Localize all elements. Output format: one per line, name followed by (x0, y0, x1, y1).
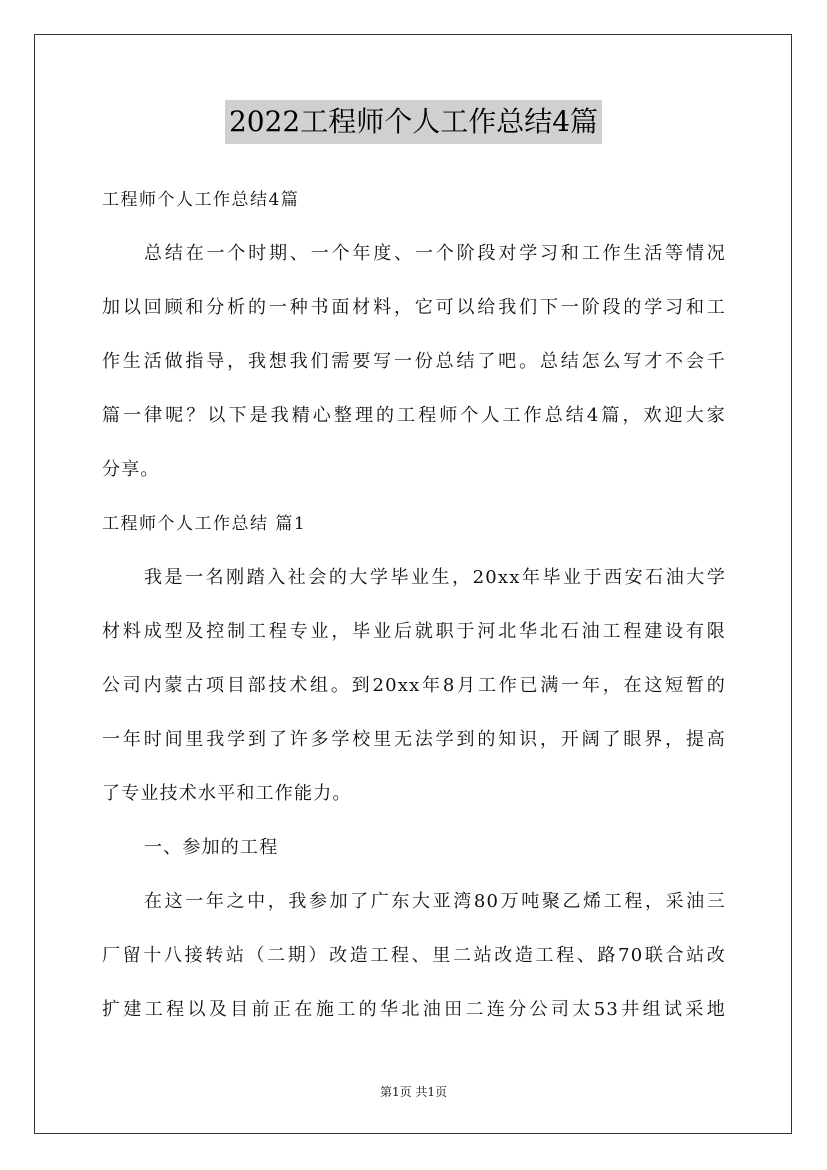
paragraph-line: 作生活做指导，我想我们需要写一份总结了吧。总结怎么写才不会千 (102, 351, 726, 372)
paragraph-line: 扩建工程以及目前正在施工的华北油田二连分公司太53井组试采地 (102, 999, 726, 1020)
paragraph-line: 分享。 (102, 459, 160, 480)
paragraph-line: 我是一名刚踏入社会的大学毕业生，20xx年毕业于西安石油大学 (144, 567, 726, 588)
document-body (102, 173, 726, 1037)
document-title: 2022工程师个人工作总结4篇 (225, 100, 602, 144)
paragraph-line: 在这一年之中，我参加了广东大亚湾80万吨聚乙烯工程，采油三 (144, 891, 726, 912)
section-heading: 工程师个人工作总结 篇1 (102, 514, 307, 534)
paragraph-line: 厂留十八接转站（二期）改造工程、里二站改造工程、路70联合站改 (102, 945, 726, 966)
paragraph-line: 公司内蒙古项目部技术组。到20xx年8月工作已满一年，在这短暂的 (102, 675, 726, 696)
paragraph-line: 总结在一个时期、一个年度、一个阶段对学习和工作生活等情况 (144, 243, 726, 264)
paragraph-line: 了专业技术水平和工作能力。 (102, 783, 352, 804)
paragraph-line: 材料成型及控制工程专业，毕业后就职于河北华北石油工程建设有限 (102, 621, 726, 642)
subtitle-line: 工程师个人工作总结4篇 (102, 190, 300, 210)
paragraph-line: 篇一律呢？以下是我精心整理的工程师个人工作总结4篇，欢迎大家 (102, 405, 726, 426)
page-number: 第1页 共1页 (379, 1085, 448, 1099)
subsection-heading: 一、参加的工程 (144, 837, 279, 858)
paragraph-line: 加以回顾和分析的一种书面材料，它可以给我们下一阶段的学习和工 (102, 297, 726, 318)
title-area (0, 100, 827, 144)
paragraph-line: 一年时间里我学到了许多学校里无法学到的知识，开阔了眼界，提高 (102, 729, 726, 750)
